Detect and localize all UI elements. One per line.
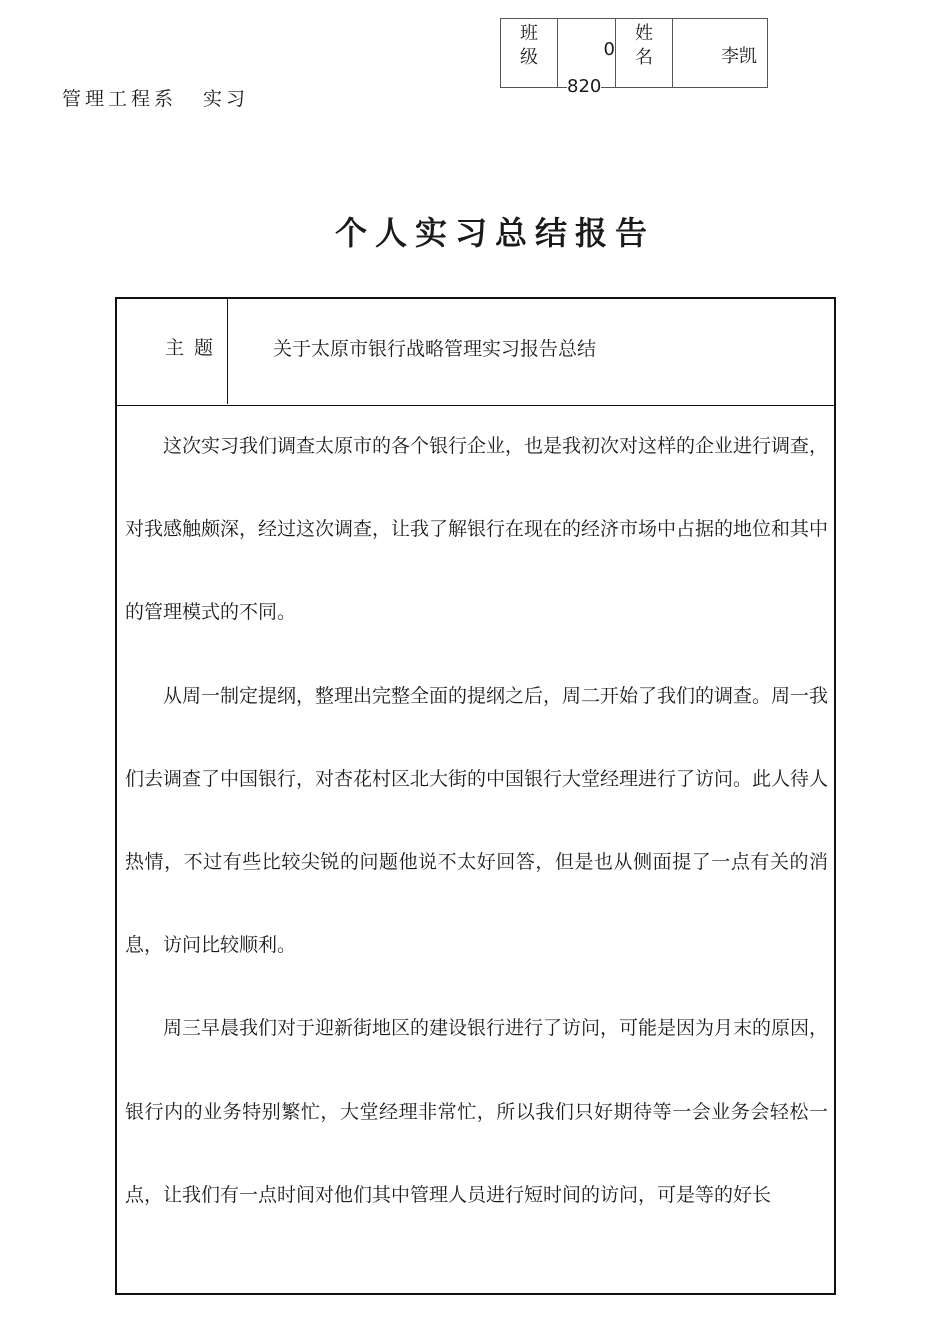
paragraph-3: 周三早晨我们对于迎新街地区的建设银行进行了访问，可能是因为月末的原因，银行内的业务特别繁忙，大堂经理非常忙，所以我们只好期待等一会业务会轻松一点，让我们有一点时间对他们其中管理人员进行短时间的访问，可是等的好长	[125, 1017, 829, 1206]
page-title: 个人实习总结报告	[334, 214, 655, 252]
report-table	[115, 297, 836, 1295]
name-value-cell	[673, 19, 767, 87]
department-line	[62, 84, 249, 111]
name-label-char-1: 姓	[635, 23, 653, 44]
subject-value: 关于太原市银行战略管理实习报告总结	[273, 338, 597, 360]
subject-row	[117, 299, 834, 406]
name-label-cell	[616, 19, 673, 87]
course-label: 实习	[203, 88, 250, 110]
info-table	[500, 18, 768, 97]
class-value-cell	[558, 19, 616, 97]
name-label-char-2: 名	[635, 47, 653, 68]
paragraph-2: 从周一制定提纲，整理出完整全面的提纲之后，周二开始了我们的调查。周一我们去调查了中国银行，对杏花村区北大街的中国银行大堂经理进行了访问。此人待人热情，不过有些比较尖锐的问题他说不太好回答，但是也从侧面提了一点有关的消息，访问比较顺利。	[125, 684, 829, 957]
class-label-cell	[501, 19, 558, 87]
report-body	[125, 405, 828, 1237]
subject-label: 主题	[165, 337, 224, 359]
class-value-top: 0	[603, 39, 615, 60]
paragraph-1: 这次实习我们调查太原市的各个银行企业，也是我初次对这样的企业进行调查，对我感触颇深，经过这次调查，让我了解银行在现在的经济市场中占据的地位和其中的管理模式的不同。	[125, 435, 829, 624]
class-label-char-2: 级	[520, 47, 538, 68]
subject-label-cell	[117, 299, 228, 404]
name-value: 李凯	[721, 46, 757, 67]
class-value-bottom: 820	[567, 76, 602, 97]
department-label: 管理工程系	[62, 88, 178, 110]
class-label-char-1: 班	[520, 23, 538, 44]
